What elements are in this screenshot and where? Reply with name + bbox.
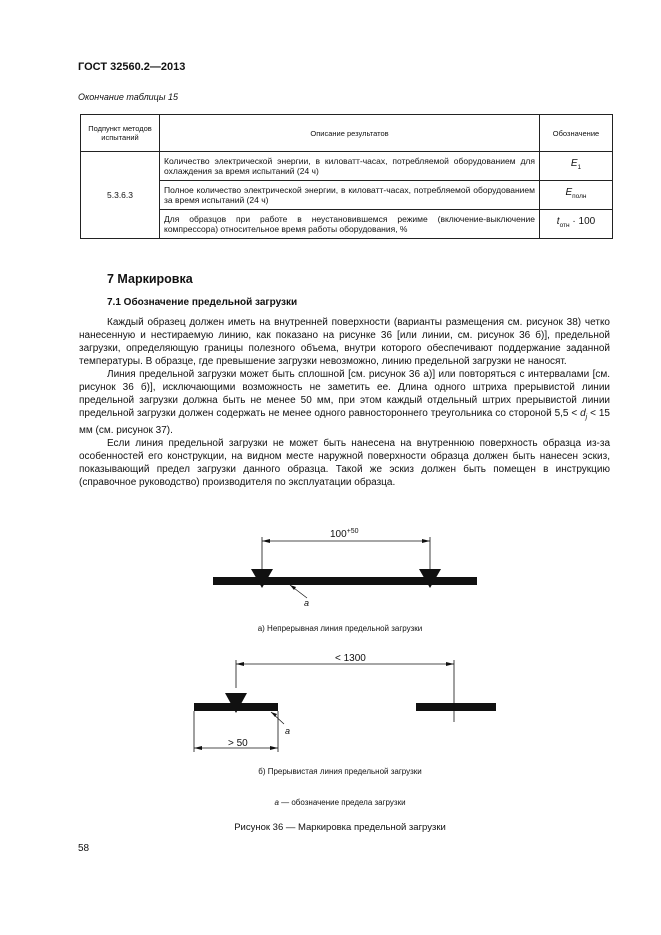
- page-number: 58: [78, 843, 90, 854]
- section-title: 7 Маркировка: [107, 272, 193, 286]
- figure-b-dashed-line: [194, 653, 496, 776]
- load-limit-line: [213, 577, 477, 585]
- load-limit-dash: [416, 703, 496, 711]
- column-header: Обозначение: [540, 115, 613, 152]
- description-cell: Для образцов при работе в неустановившемся режиме (включение-выключение компрессора) относительное время работы оборудования, %: [160, 210, 540, 239]
- dimension-50: > 50: [228, 738, 248, 749]
- figure-a-continuous-line: [213, 528, 477, 633]
- column-header: Подпункт методов испытаний: [81, 115, 160, 152]
- figure-a-caption: а) Непрерывная линия предельной загрузки: [257, 624, 423, 633]
- symbol-main: E: [565, 187, 573, 198]
- symbol-main: E: [570, 158, 578, 169]
- figure-legend: a — обозначение предела загрузки: [274, 798, 406, 807]
- paragraph: Каждый образец должен иметь на внутренней поверхности (варианты размещения см. рисунок 38) четко нанесенную и нестираемую линию, как показано на рисунке 36 [или линии, см. рисунок 36 б)], предельной загрузки, определяющую границы полезного объема, внутри которого обеспечивают поддержание заданной температуры. В образце, где превышение загрузки невозможно, линию предельной загрузки не наносят.: [79, 317, 610, 367]
- label-a: a: [285, 726, 291, 736]
- symbol-sub: полн: [572, 193, 587, 200]
- description-cell: Полное количество электрической энергии, в киловатт-часах, потребляемой оборудованием за время испытаний (24 ч): [160, 181, 540, 210]
- dimension-1300: < 1300: [335, 653, 366, 664]
- dimension-100: $100^{+50}$: [330, 528, 359, 540]
- symbol-sub: отн: [559, 222, 570, 229]
- subclause-cell: 5.3.6.3: [81, 152, 160, 239]
- symbol-sub: 1: [577, 164, 582, 171]
- figure-b-caption: б) Прерывистая линия предельной загрузки: [258, 767, 422, 776]
- document-header: ГОСТ 32560.2—2013: [78, 61, 186, 73]
- subsection-title: 7.1 Обозначение предельной загрузки: [107, 297, 298, 308]
- symbol-tail: · 100: [569, 216, 596, 227]
- label-a: a: [304, 598, 310, 608]
- description-cell: Количество электрической энергии, в киловатт-часах, потребляемой оборудованием для охлаждения за время испытаний (24 ч): [160, 152, 540, 181]
- column-header: Описание результатов: [160, 115, 540, 152]
- paragraph: Если линия предельной загрузки не может быть нанесена на внутреннюю поверхность образца из-за особенностей его конструкции, на видном месте наружной поверхности образца должен быть нанесен эскиз, показывающий предел загрузки данного образца. Такой же эскиз должен быть помещен в инструкцию (справочное руководство) производителя по эксплуатации образца.: [79, 438, 610, 488]
- paragraph: Линия предельной загрузки может быть сплошной [см. рисунок 36 а)] или повторяться с интервалами [см. рисунок 36 б)], исключающими возможность не заметить ее. Длина одного штриха прерывистой линии предельной загрузки должна быть не менее 50 мм, при этом каждый отдельный штрих прерывистой линии предельной загрузки должен содержать не менее одного равностороннего треугольника со стороной $5,5 < d_j < 15$ мм (см. рисунок 37).: [79, 369, 610, 436]
- table-caption: Окончание таблицы 15: [78, 92, 178, 102]
- symbol-main: t: [556, 216, 560, 227]
- figure-title: Рисунок 36 — Маркировка предельной загрузки: [234, 822, 446, 833]
